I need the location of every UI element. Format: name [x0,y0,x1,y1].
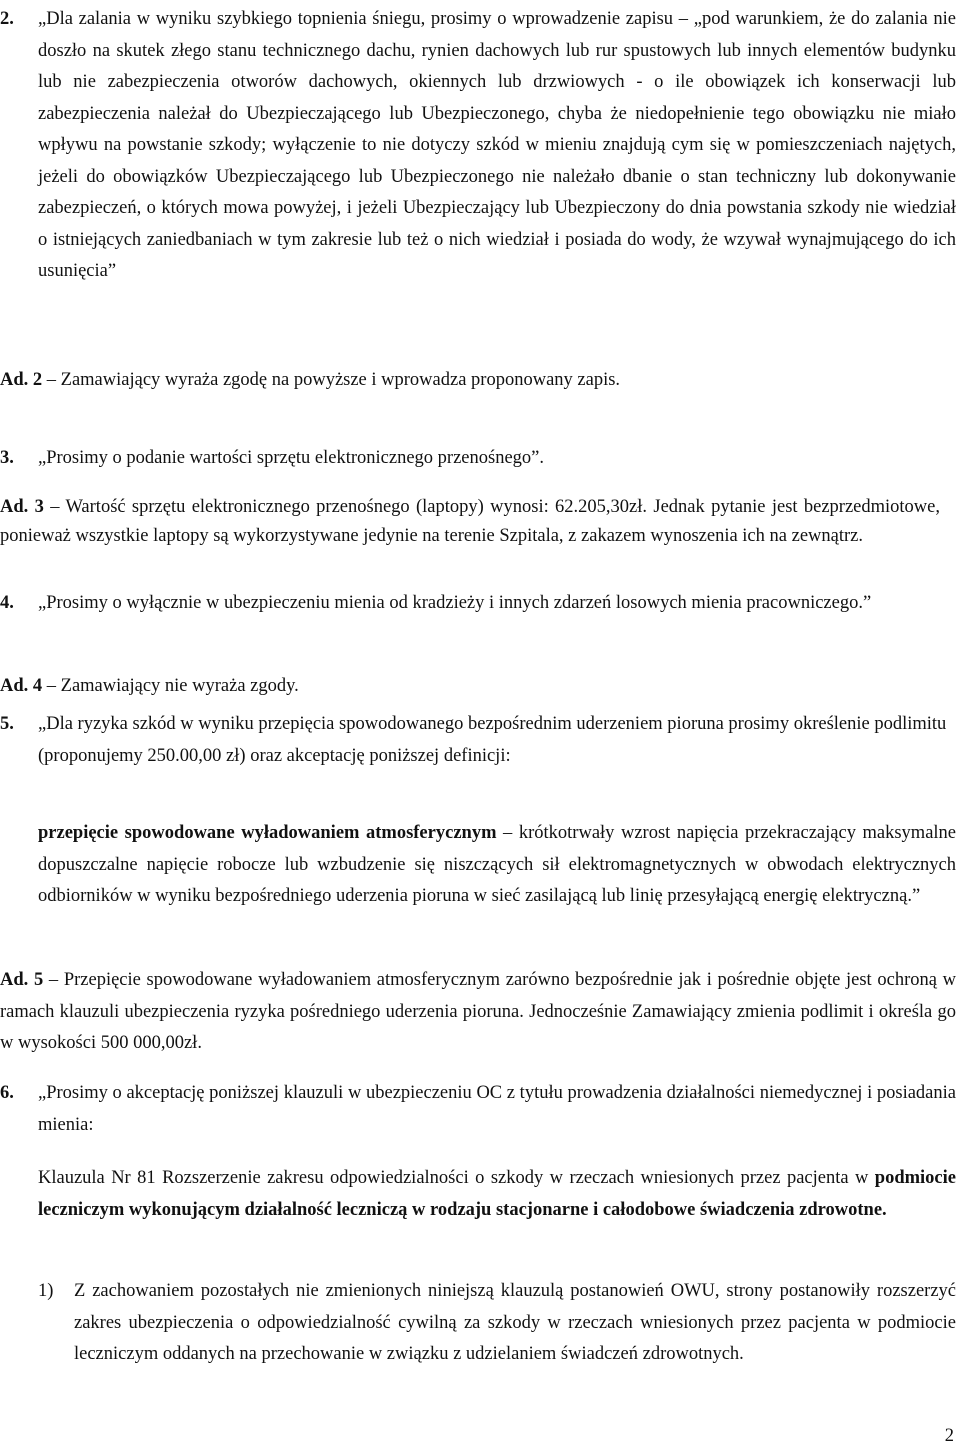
list-item-number: 1) [38,1281,54,1301]
answer-text: – Zamawiający nie wyraża zgody. [46,676,299,696]
definition-term: przepięcie spowodowane wyładowaniem atmosferycznym [38,823,497,843]
answer-label: Ad. 3 [0,497,44,517]
clause-paragraph [38,1163,956,1226]
question-text: „Prosimy o podanie wartości sprzętu elektronicznego przenośnego”. [38,448,545,468]
page-number: 2 [944,1426,954,1446]
question-number: 4. [0,593,14,613]
answer-label: Ad. 5 [0,970,44,990]
definition-text: – krótkotrwały wzrost napięcia przekraczający maksymalne dopuszczalne napięcie robocze lub wzbudzenie się niszczących sił elektromagnetycznych w obwodach elektrycznych odbiorników w wyniku bezpośredniego uderzenia pioruna w sieć zasilającą lub linię przesyłającą energię elektryczną.” [38,823,957,906]
question-number: 2. [0,9,14,29]
question-number: 3. [0,448,14,468]
clause-text-start: Klauzula Nr 81 Rozszerzenie zakresu odpowiedzialności o szkody w rzeczach wniesionych przez pacjenta w [38,1168,875,1188]
question-text: „Dla ryzyka szkód w wyniku przepięcia spowodowanego bezpośrednim uderzeniem pioruna prosimy określenie podlimitu (proponujemy 250.00,00 zł) oraz akceptację poniższej definicji: [38,714,947,766]
answer-4 [0,671,940,703]
answer-5 [0,965,956,1060]
question-text: „Prosimy o akceptację poniższej klauzuli w ubezpieczeniu OC z tytułu prowadzenia działalności niemedycznej i posiadania mienia: [38,1083,956,1135]
list-item-text: Z zachowaniem pozostałych nie zmienionych niniejszą klauzulą postanowień OWU, strony postanowiły rozszerzyć zakres ubezpieczenia o odpowiedzialność cywilną za szkody w rzeczach wniesionych przez pacjenta w podmiocie leczniczym oddanych na przechowanie w związku z udzielaniem świadczeń zdrowotnych. [74,1281,956,1364]
question-number: 5. [0,714,14,734]
answer-text: – Wartość sprzętu elektronicznego przenośnego (laptopy) wynosi: 62.205,30zł. Jednak pytanie jest bezprzedmiotowe, ponieważ wszystkie laptopy są wykorzystywane jedynie na terenie Szpitala, z zakazem wynoszenia ich na zewnątrz. [0,497,940,546]
answer-text: – Przepięcie spowodowane wyładowaniem atmosferycznym zarówno bezpośrednie jak i pośrednie objęte jest ochroną w ramach klauzuli ubezpieczenia ryzyka pośredniego uderzenia pioruna. Jednocześnie Zamawiający zmienia podlimit i określa go w wysokości 500 000,00zł. [0,970,956,1053]
answer-text: – Zamawiający wyraża zgodę na powyższe i wprowadza proponowany zapis. [46,370,621,390]
answer-label: Ad. 4 [0,676,43,696]
question-number: 6. [0,1083,14,1103]
question-text: „Dla zalania w wyniku szybkiego topnienia śniegu, prosimy o wprowadzenie zapisu – „pod warunkiem, że do zalania nie doszło na skutek złego stanu technicznego dachu, rynien dachowych lub rur spustowych lub innych elementów budynku lub nie zabezpieczenia otworów dachowych, okiennych lub drzwiowych - o ile obowiązek ich konserwacji lub zabezpieczenia należał do Ubezpieczającego lub Ubezpieczonego, chyba że niedopełnienie tego obowiązku nie miało wpływu na powstanie szkody; wyłączenie to nie dotyczy szkód w mieniu znajdują cym się w pomieszczeniach najętych, jeżeli do obowiązków Ubezpieczającego lub Ubezpieczonego nie należało dbanie o stan techniczny lub dokonywanie zabezpieczeń, o których mowa powyżej, i jeżeli Ubezpieczający lub Ubezpieczony do dnia powstania szkody nie wiedział o istniejących zaniedbaniach w tym zakresie lub też o nich wiedział i posiada do wody, że wzywał wynajmującego do ich usunięcia” [38,9,956,281]
definition-paragraph [38,818,956,913]
question-text: „Prosimy o wyłącznie w ubezpieczeniu mienia od kradzieży i innych zdarzeń losowych mienia pracowniczego.” [38,593,872,613]
answer-3 [0,493,940,551]
clause-text-bold: podmiocie leczniczym wykonującym działalność leczniczą w rodzaju stacjonarne i całodobowe świadczenia zdrowotne [38,1168,956,1220]
clause-text-end: . [882,1199,887,1220]
answer-2 [0,365,940,397]
answer-label: Ad. 2 [0,370,43,390]
